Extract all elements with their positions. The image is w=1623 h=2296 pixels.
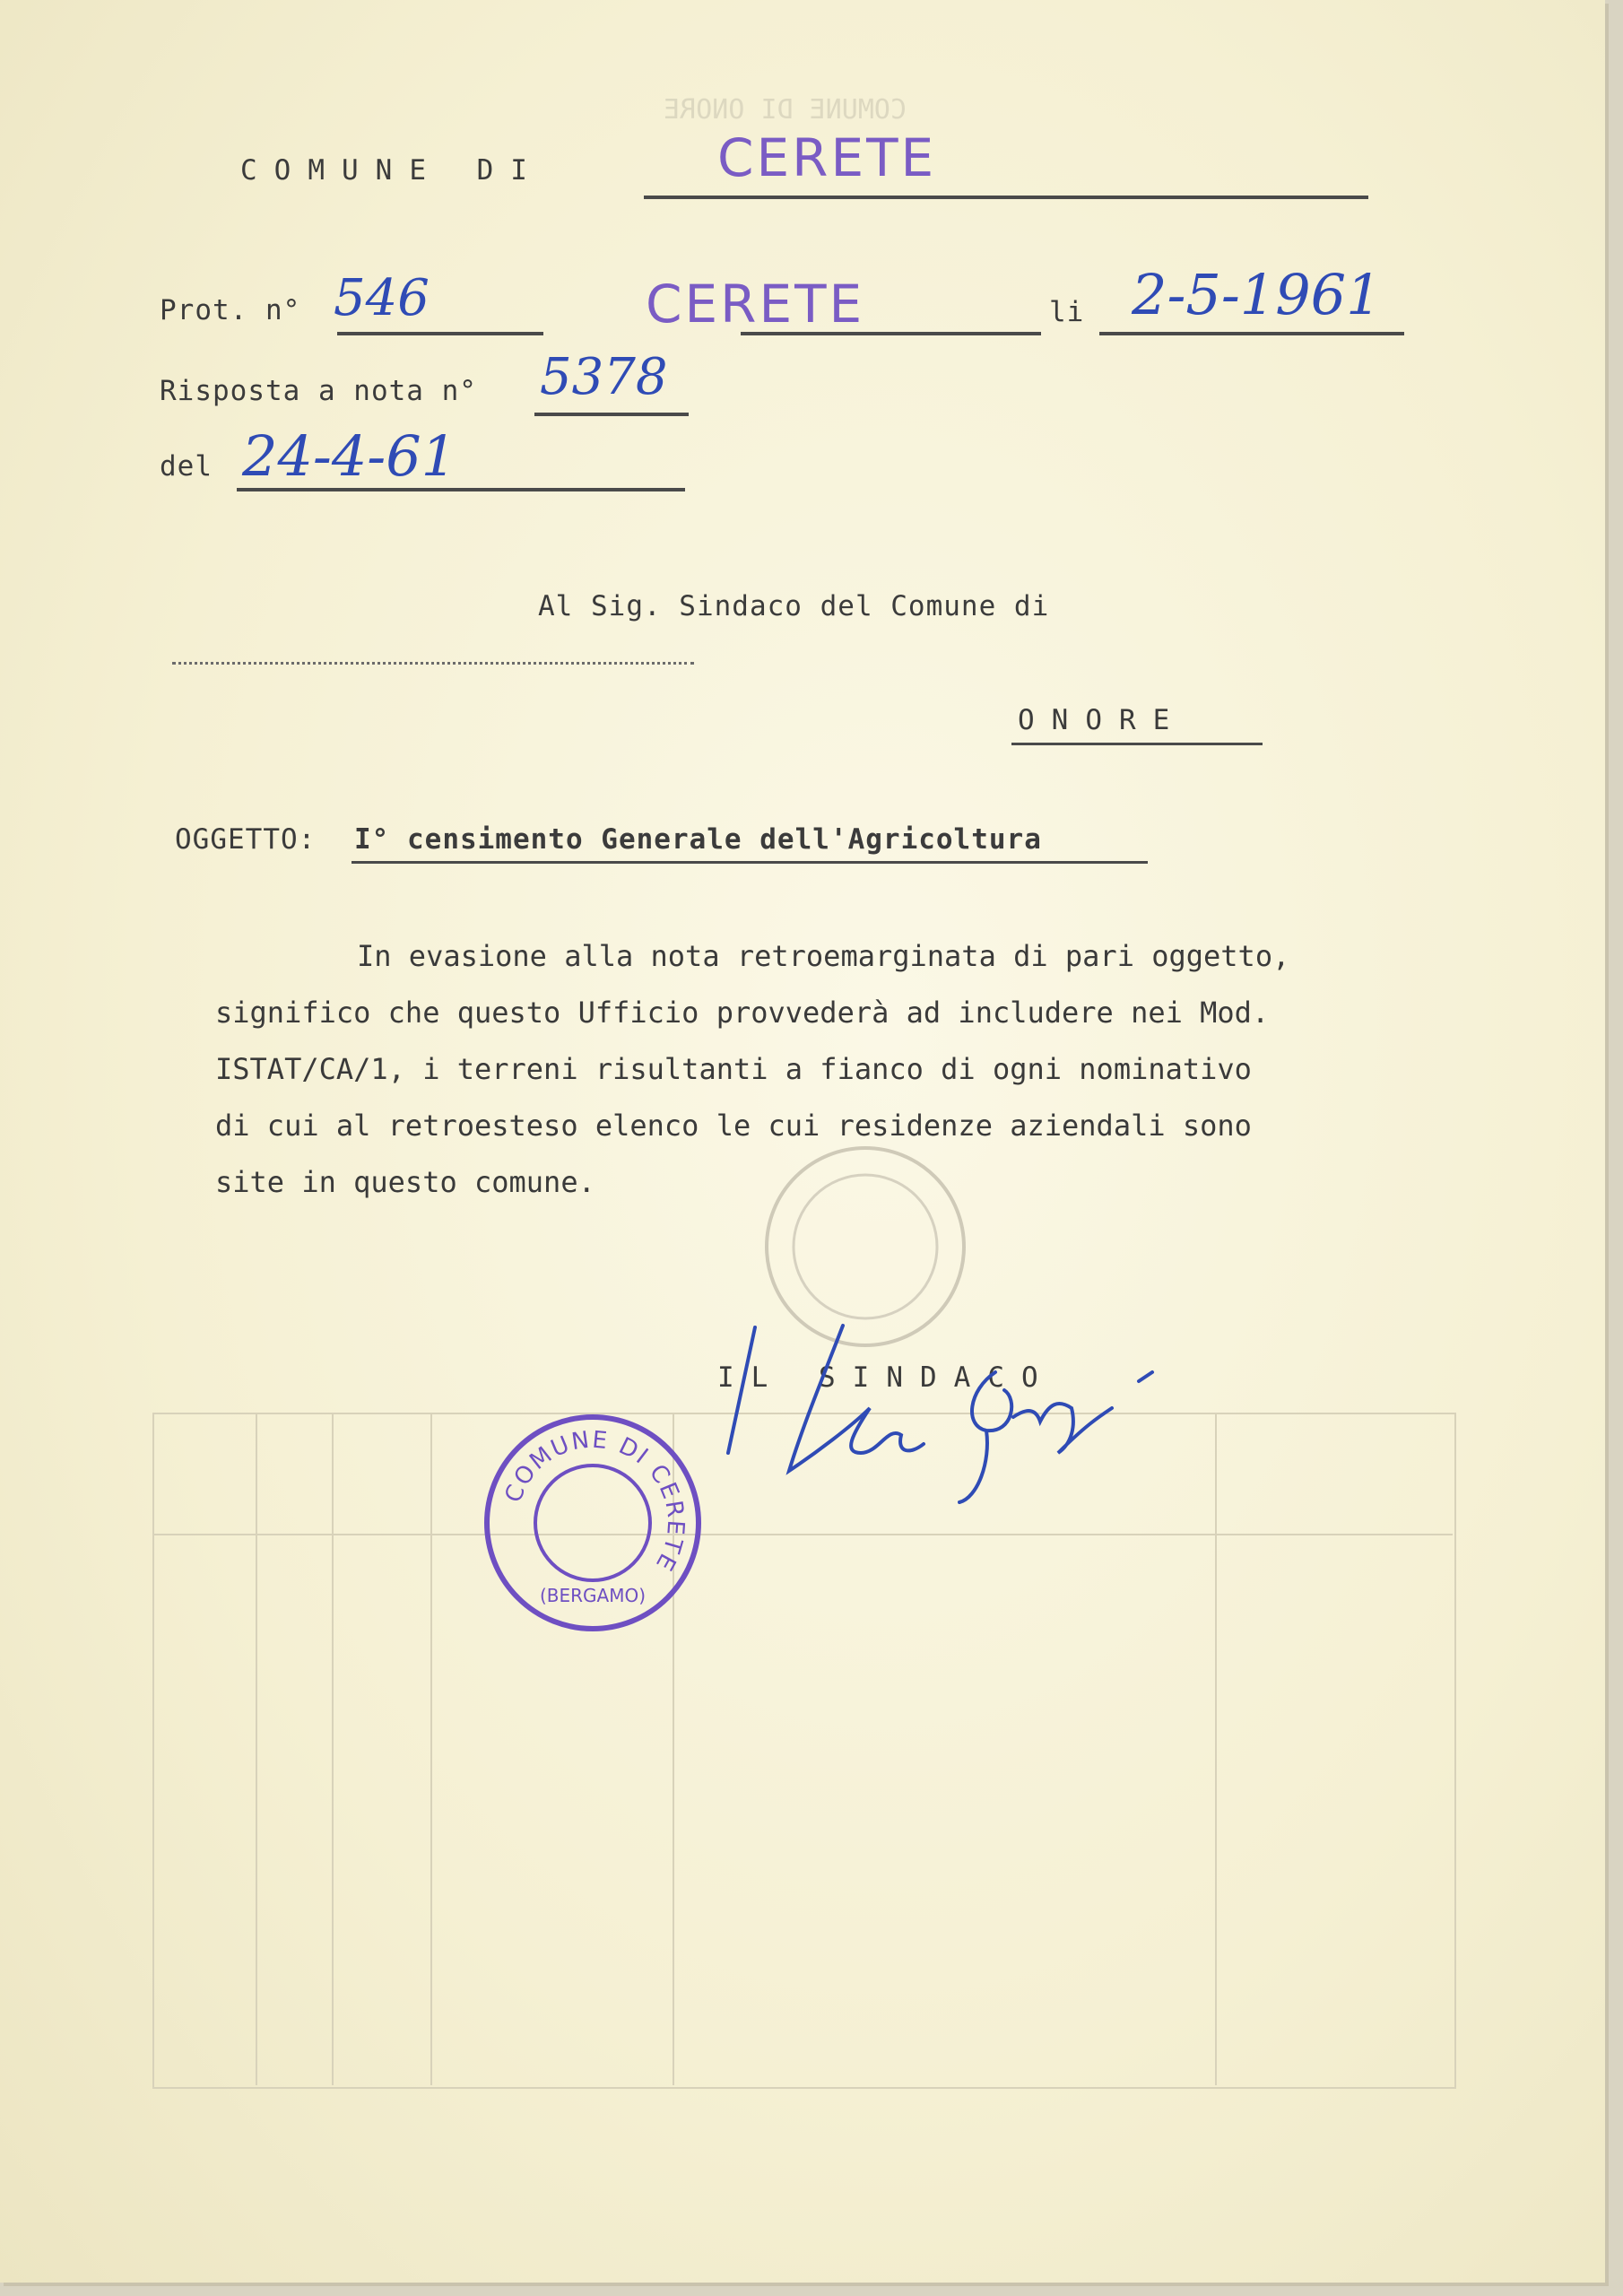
prot-number: 546: [334, 269, 430, 327]
bleed-through-table-rule: [332, 1413, 334, 2085]
del-label: del: [160, 450, 213, 483]
prot-underline: [337, 332, 543, 335]
date-underline: [1099, 332, 1404, 335]
comune-underline: [644, 196, 1368, 199]
recipient-dotted-line: [172, 662, 694, 665]
body-line: di cui al retroesteso elenco le cui residenze aziendali sono: [215, 1109, 1252, 1143]
body-line: ISTAT/CA/1, i terreni risultanti a fianco di ogni nominativo: [215, 1052, 1252, 1086]
li-label: li: [1049, 296, 1085, 328]
risposta-number: 5378: [540, 348, 668, 406]
del-date: 24-4-61: [242, 423, 457, 489]
body-line: site in questo comune.: [215, 1165, 595, 1199]
subject-underline: [352, 861, 1148, 864]
subject-text: I° censimento Generale dell'Agricoltura: [354, 823, 1042, 856]
body-line: significo che questo Ufficio provvederà ad includere nei Mod.: [215, 996, 1270, 1030]
comune-label: COMUNE DI: [240, 154, 544, 187]
bleed-through-text: COMUNE DI ONORE: [664, 94, 907, 126]
bleed-through-table-rule: [256, 1413, 257, 2085]
bleed-through-table-rule: [1215, 1413, 1217, 2085]
risposta-underline: [534, 413, 689, 416]
risposta-label: Risposta a nota n°: [160, 375, 477, 407]
recipient-town-underline: [1011, 743, 1263, 745]
signature-scribble: [717, 1318, 1184, 1516]
seal-subtext: (BERGAMO): [539, 1585, 647, 1606]
place-stamp: CERETE: [646, 274, 865, 335]
bleed-through-table-rule: [152, 1534, 1453, 1535]
seal-text: COMUNE DI CERETE: [499, 1426, 690, 1577]
letter-date: 2-5-1961: [1132, 262, 1382, 327]
prot-label: Prot. n°: [160, 294, 301, 326]
signature-title: IL SINDACO: [717, 1361, 1055, 1394]
place-underline: [741, 332, 1041, 335]
del-underline: [237, 488, 685, 491]
subject-label: OGGETTO:: [175, 823, 317, 856]
comune-seal: [480, 1410, 706, 1636]
recipient-line: Al Sig. Sindaco del Comune di: [538, 590, 1050, 622]
body-line: In evasione alla nota retroemarginata di pari oggetto,: [357, 939, 1290, 973]
bleed-through-table-rule: [430, 1413, 432, 2085]
comune-stamp: CERETE: [717, 127, 937, 188]
svg-text:COMUNE DI CERETE: [500, 1427, 690, 1577]
recipient-town: ONORE: [1018, 704, 1187, 736]
